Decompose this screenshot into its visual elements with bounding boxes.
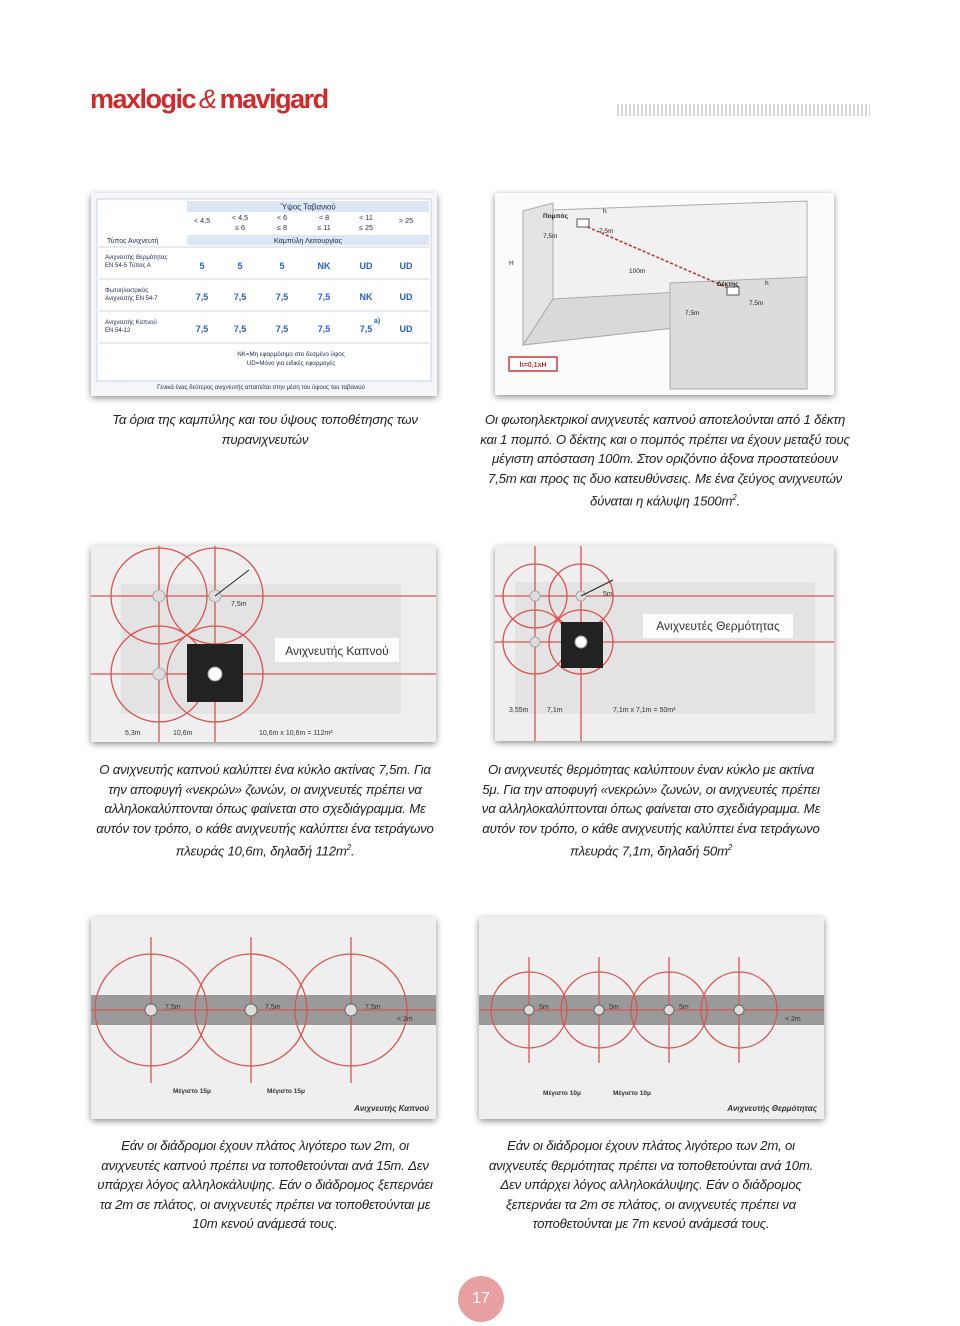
heat-dim1: 3,55m	[509, 707, 529, 714]
smoke-corr-width: < 2m	[397, 1016, 413, 1023]
beam-d1: 7,5m	[543, 233, 558, 240]
r3c1: 7,5	[195, 324, 209, 334]
caption-heat-grid-text: Οι ανιχνευτές θερμότητας καλύπτουν έναν κύκλο με ακτίνα 5μ. Για την αποφυγή «νεκρών» ζωνών, οι ανιχνευτές πρέπει να αλληλοκαλύπτονται όπως φαίνεται στο σχεδιάγραμμα. Με αυτόν τον τρόπο, ο κάθε ανιχνευτής καλύπτει ένα τετράγωνο πλευράς 7,1m, δηλαδή 50m	[481, 762, 821, 859]
table-header-top: Ύψος Ταβανιού	[280, 202, 336, 212]
row1-l2: EN 54-5 Τύπος Α	[105, 263, 151, 269]
r1c6: UD	[399, 261, 413, 271]
r1c2: 5	[237, 261, 243, 271]
caption-beam-sup: 2	[732, 493, 737, 502]
caption-smoke-grid-end: .	[350, 843, 355, 859]
table-footer: Γενικά ένας δεύτερος ανιχνευτής απαιτείται στην μέση του ύψους του ταβανιού	[157, 385, 365, 391]
smoke-corridor-svg	[91, 917, 436, 1119]
beam-h1: h	[603, 208, 607, 215]
detector-table-svg	[91, 193, 437, 396]
heat-dim2: 7,1m	[547, 707, 563, 714]
col-h-5-l2: ≤ 25	[359, 223, 373, 232]
caption-smoke-grid	[92, 760, 438, 861]
smoke-corr-r3: 7,5m	[365, 1004, 381, 1011]
smoke-area: 10,6m x 10,6m = 112m²	[259, 730, 333, 737]
smoke-corr-r1: 7,5m	[165, 1004, 181, 1011]
smoke-dim1: 5,3m	[125, 730, 141, 737]
beam-d2: 7,5m	[599, 228, 614, 235]
heat-corr-max1: Μέγιστο 10μ	[543, 1090, 581, 1097]
caption-table-text: Τα όρια της καμπύλης και του ύψους τοποθέτησης των πυρανιχνευτών	[112, 412, 418, 447]
detector-table-figure	[91, 193, 437, 396]
r1c1: 5	[199, 261, 205, 271]
r3c5: 7,5	[359, 324, 373, 334]
heat-corr-r1: 5m	[539, 1004, 549, 1011]
heat-area: 7,1m x 7,1m = 50m²	[613, 707, 676, 714]
caption-beam-end: .	[736, 493, 741, 509]
caption-beam-text: Οι φωτοηλεκτρικοί ανιχνευτές καπνού αποτελούνται από 1 δέκτη και 1 πομπό. Ο δέκτης και ο πομπός πρέπει να έχουν μεταξύ τους μέγιστη απόσταση 100m. Στον οριζόντιο άξονα προστατεύουν 7,5m και προς τις δυο κατευθύνσεις. Με ένα ζεύγος ανιχνευτών δύναται η κάλυψη 1500m	[480, 412, 850, 509]
row3-l1: Ανιχνευτής Καπνού	[105, 320, 157, 326]
table-note1: NK=Μη εφαρμόσιμο στο δεσμένο ύψος	[237, 351, 345, 358]
r1c5: UD	[359, 261, 373, 271]
caption-heat-grid	[478, 760, 824, 861]
beam-diagram-svg	[495, 193, 834, 395]
transmitter-label: Πομπός	[543, 213, 568, 220]
heat-corr-r3: 5m	[679, 1004, 689, 1011]
smoke-corridor-label: Ανιχνευτής Καπνού	[354, 1104, 429, 1113]
caption-heat-corridor-text: Εάν οι διάδρομοι έχουν πλάτος λιγότερο των 2m, οι ανιχνευτές θερμότητας πρέπει να τοποθετούνται ανά 10m. Δεν υπάρχει λόγος αλληλοκάλυψης. Εάν ο διάδρομος ξεπερνάει τα 2m σε πλάτος, οι ανιχνευτές πρέπει να τοποθετούνται με 7m κενού ανάμεσά τους.	[488, 1138, 814, 1231]
smoke-corr-max2: Μέγιστο 15μ	[267, 1088, 305, 1095]
row2-l2: Ανιχνευτής EN 54-7	[105, 296, 158, 302]
heat-corr-r2: 5m	[609, 1004, 619, 1011]
smoke-corr-max1: Μέγιστο 15μ	[173, 1088, 211, 1095]
row1-l1: Ανιχνευτής Θερμότητας	[105, 255, 168, 261]
smoke-grid-figure	[91, 546, 436, 742]
beam-d4: 7,5m	[685, 310, 700, 317]
beam-d5: 7,5m	[749, 300, 764, 307]
r2c2: 7,5	[233, 292, 247, 302]
smoke-grid-label: Ανιχνευτής Καπνού	[285, 644, 389, 658]
col-h-3-l1: < 6	[276, 213, 288, 222]
brand-logo	[90, 84, 328, 115]
table-superscript: a)	[374, 318, 381, 325]
smoke-radius: 7,5m	[231, 601, 247, 608]
table-note2: UD=Μόνο για ειδικές εφαρμογές	[246, 360, 336, 367]
receiver-label: Δέκτης	[717, 281, 739, 288]
r3c3: 7,5	[275, 324, 289, 334]
page-number: 17	[472, 1290, 490, 1307]
caption-smoke-corridor-text: Εάν οι διάδρομοι έχουν πλάτος λιγότερο των 2m, οι ανιχνευτές καπνού πρέπει να τοποθετούνται ανά 15m. Δεν υπάρχει λόγος αλληλοκάλυψης. Εάν ο διάδρομος ξεπερνάει τα 2m σε πλάτος, οι ανιχνευτές πρέπει να τοποθετούνται με 10m κενού ανάμεσά τους.	[97, 1138, 433, 1231]
caption-heat-grid-sup: 2	[727, 843, 733, 852]
logo-ampersand: &	[199, 84, 216, 114]
col-h-3-l2: ≤ 8	[277, 223, 287, 232]
col-h-5-l1: < 11	[359, 213, 373, 222]
row3-l2: EN 54-12	[105, 328, 131, 334]
smoke-dim2: 10,6m	[173, 730, 193, 737]
page-number-badge	[458, 1276, 504, 1322]
r2c3: 7,5	[275, 292, 289, 302]
r1c4: NK	[317, 261, 331, 271]
r3c6: UD	[399, 324, 413, 334]
beam-detector-figure	[495, 193, 834, 395]
caption-smoke-grid-text: Ο ανιχνευτής καπνού καλύπτει ένα κύκλο ακτίνας 7,5m. Για την αποφυγή «νεκρών» ζωνών, οι ανιχνευτές πρέπει να αλληλοκαλύπτονται όπως φαίνεται στο σχεδιάγραμμα. Με αυτόν τον τρόπο, ο κάθε ανιχνευτής καλύπτει ένα τετράγωνο πλευράς 10,6m, δηλαδή 112m	[96, 762, 434, 859]
smoke-grid-svg	[91, 546, 436, 742]
beam-H: H	[509, 260, 514, 267]
heat-corr-max2: Μέγιστο 10μ	[613, 1090, 651, 1097]
caption-smoke-grid-sup: 2	[346, 843, 351, 852]
col-h-2-l1: < 4,5	[231, 213, 249, 222]
col-h-2-l2: ≤ 6	[235, 223, 245, 232]
logo-part1: maxlogic	[90, 84, 196, 114]
beam-formula: h=0,1xH	[519, 362, 547, 369]
smoke-corr-r2: 7,5m	[265, 1004, 281, 1011]
heat-grid-label: Ανιχνευτές Θερμότητας	[656, 619, 780, 633]
caption-beam	[478, 410, 852, 511]
r2c1: 7,5	[195, 292, 209, 302]
r1c3: 5	[279, 261, 285, 271]
heat-grid-svg	[495, 546, 834, 741]
col-h-6-l1: > 25	[398, 216, 414, 225]
heat-grid-figure	[495, 546, 834, 741]
heat-corridor-label: Ανιχνευτής Θερμότητας	[727, 1104, 817, 1113]
col-h-4-l2: ≤ 11	[317, 223, 331, 232]
caption-heat-corridor	[478, 1136, 824, 1234]
heat-corr-width: < 2m	[785, 1016, 801, 1023]
header-stripes	[617, 104, 870, 116]
caption-smoke-corridor	[92, 1136, 438, 1234]
r3c2: 7,5	[233, 324, 247, 334]
table-header-mid: Καμπύλη Λειτουργίας	[273, 236, 343, 245]
r3c4: 7,5	[317, 324, 331, 334]
heat-corridor-figure	[479, 917, 824, 1119]
heat-corridor-svg	[479, 917, 824, 1119]
beam-d3: 100m	[629, 268, 646, 275]
row2-l1: Φωτοηλεκτρικός	[105, 288, 149, 294]
smoke-corridor-figure	[91, 917, 436, 1119]
caption-table	[100, 410, 430, 449]
logo-part2: mavigard	[219, 84, 328, 114]
col-h-1-l1: < 4,5	[193, 216, 211, 225]
beam-h2: h	[765, 280, 769, 287]
r2c4: 7,5	[317, 292, 331, 302]
heat-radius: 5m	[603, 591, 613, 598]
col-h-4-l1: < 8	[318, 213, 330, 222]
r2c5: NK	[359, 292, 373, 302]
table-type-label: Τύπος Ανιχνευτή	[107, 238, 159, 245]
r2c6: UD	[399, 292, 413, 302]
